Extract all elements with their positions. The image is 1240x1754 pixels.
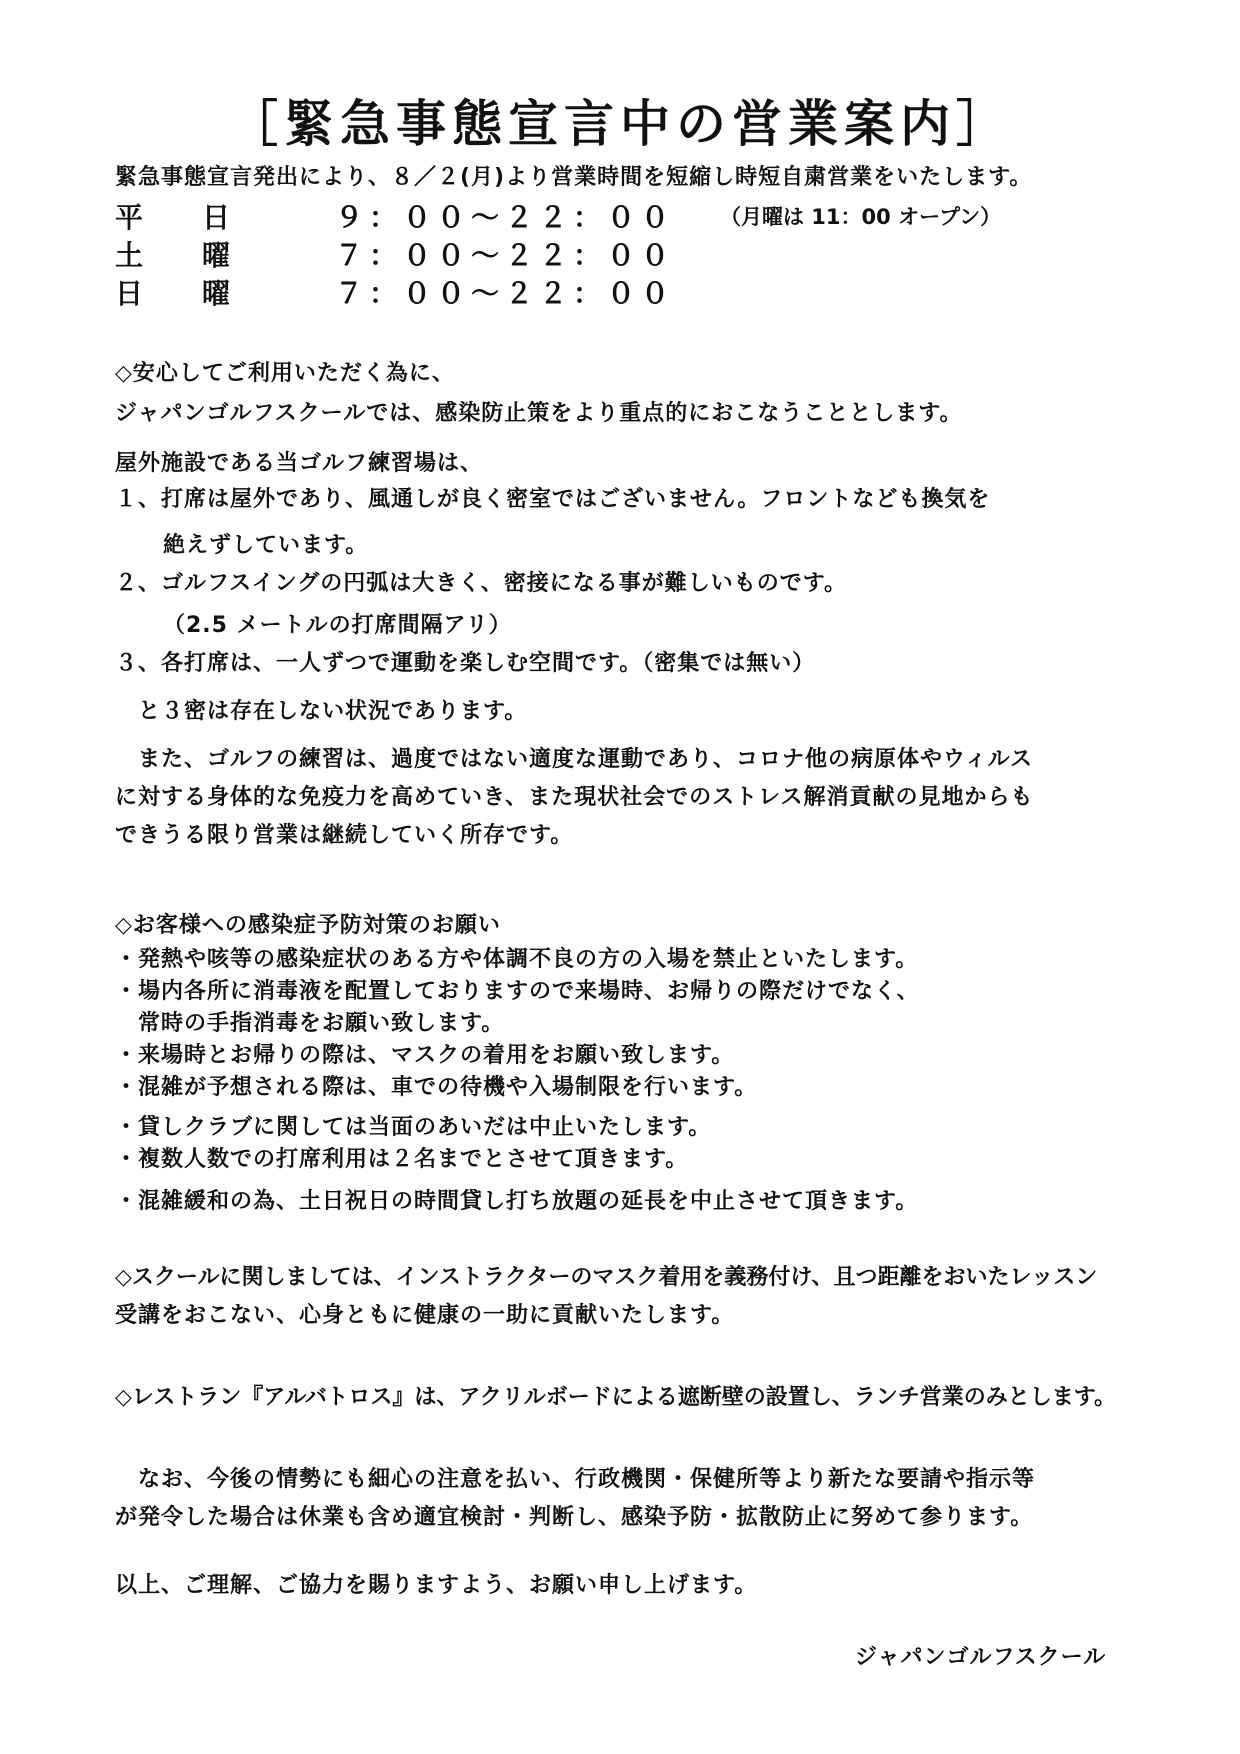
closing-line: 以上、ご理解、ご協力を賜りますよう、お願い申し上げます。: [115, 1573, 758, 1598]
bullet-item: ・来場時とお帰りの際は、マスクの着用をお願い致します。: [115, 1043, 735, 1068]
bullet-item-continued: 常時の手指消毒をお願い致します。: [138, 1011, 505, 1036]
list-item-1: １、打席は屋外であり、風通しが良く密室ではございません。フロントなども換気を: [115, 487, 991, 512]
bullet-item: ・混雑が予想される際は、車での待機や入場制限を行います。: [115, 1075, 758, 1100]
body-line: 屋外施設である当ゴルフ練習場は、: [115, 451, 484, 476]
page-title: ［緊急事態宣言中の営業案内］: [228, 95, 1012, 153]
paragraph-line: また、ゴルフの練習は、過度ではない適度な運動であり、コロナ他の病原体やウィルス: [115, 747, 1034, 772]
bullet-item: ・発熱や咳等の感染症状のある方や体調不良の方の入場を禁止といたします。: [115, 947, 919, 972]
hours-sunday-time: ７：００〜２２：００: [335, 277, 676, 310]
list-item-2: ２、ゴルフスイングの円弧は大きく、密接になる事が難しいものです。: [115, 571, 848, 596]
closing-paragraph: が発令した場合は休業も含め適宜検討・判断し、感染予防・拡散防止に努めて参ります。: [115, 1505, 1034, 1530]
paragraph-line: できうる限り営業は継続していく所存です。: [115, 823, 574, 848]
restaurant-notice: ◇レストラン『アルバトロス』は、アクリルボードによる遮断壁の設置し、ランチ営業のみとします。: [115, 1385, 1116, 1410]
hours-saturday-time: ７：００〜２２：００: [335, 239, 676, 272]
list-item-2-note: （2.5 メートルの打席間隔アリ）: [163, 613, 512, 638]
hours-weekday-note: （月曜は 11：00 オープン）: [720, 205, 1002, 229]
signature: ジャパンゴルフスクール: [855, 1645, 1107, 1670]
bullet-item: ・貸しクラブに関しては当面のあいだは中止いたします。: [115, 1115, 712, 1140]
bullet-item: ・混雑緩和の為、土日祝日の時間貸し打ち放題の延長を中止させて頂きます。: [115, 1189, 919, 1214]
school-notice-continued: 受講をおこない、心身ともに健康の一助に貢献いたします。: [115, 1303, 735, 1328]
body-line: ジャパンゴルフスクールでは、感染防止策をより重点的におこなうこととします。: [115, 401, 963, 426]
hours-weekday-time: ９：００〜２２：００: [335, 201, 676, 234]
closing-paragraph: なお、今後の情勢にも細心の注意を払い、行政機関・保健所等より新たな要請や指示等: [115, 1467, 1036, 1492]
section-heading-requests: ◇お客様への感染症予防対策のお願い: [115, 913, 501, 938]
list-item-3: ３、各打席は、一人ずつで運動を楽しむ空間です。（密集では無い）: [115, 651, 816, 676]
hours-weekday-label: 平 日: [115, 201, 232, 234]
school-notice: ◇スクールに関しましては、インストラクターのマスク着用を義務付け、且つ距離をおいたレッスン: [115, 1265, 1098, 1290]
hours-saturday-label: 土 曜: [115, 239, 232, 272]
intro-text: 緊急事態宣言発出により、８／２(月)より営業時間を短縮し時短自粛営業をいたします。: [115, 165, 1033, 190]
list-item-1-continued: 絶えずしています。: [163, 533, 369, 558]
list-item-3-continued: と３密は存在しない状況であります。: [138, 699, 528, 724]
hours-sunday-label: 日 曜: [115, 277, 232, 310]
section-heading-safety: ◇安心してご利用いただく為に、: [115, 361, 455, 386]
bullet-item: ・場内各所に消毒液を配置しておりますので来場時、お帰りの際だけでなく、: [115, 979, 920, 1004]
paragraph-line: に対する身体的な免疫力を高めていき、また現状社会でのストレス解消貢献の見地からも: [115, 785, 1034, 810]
bullet-item: ・複数人数での打席利用は２名までとさせて頂きます。: [115, 1147, 689, 1172]
